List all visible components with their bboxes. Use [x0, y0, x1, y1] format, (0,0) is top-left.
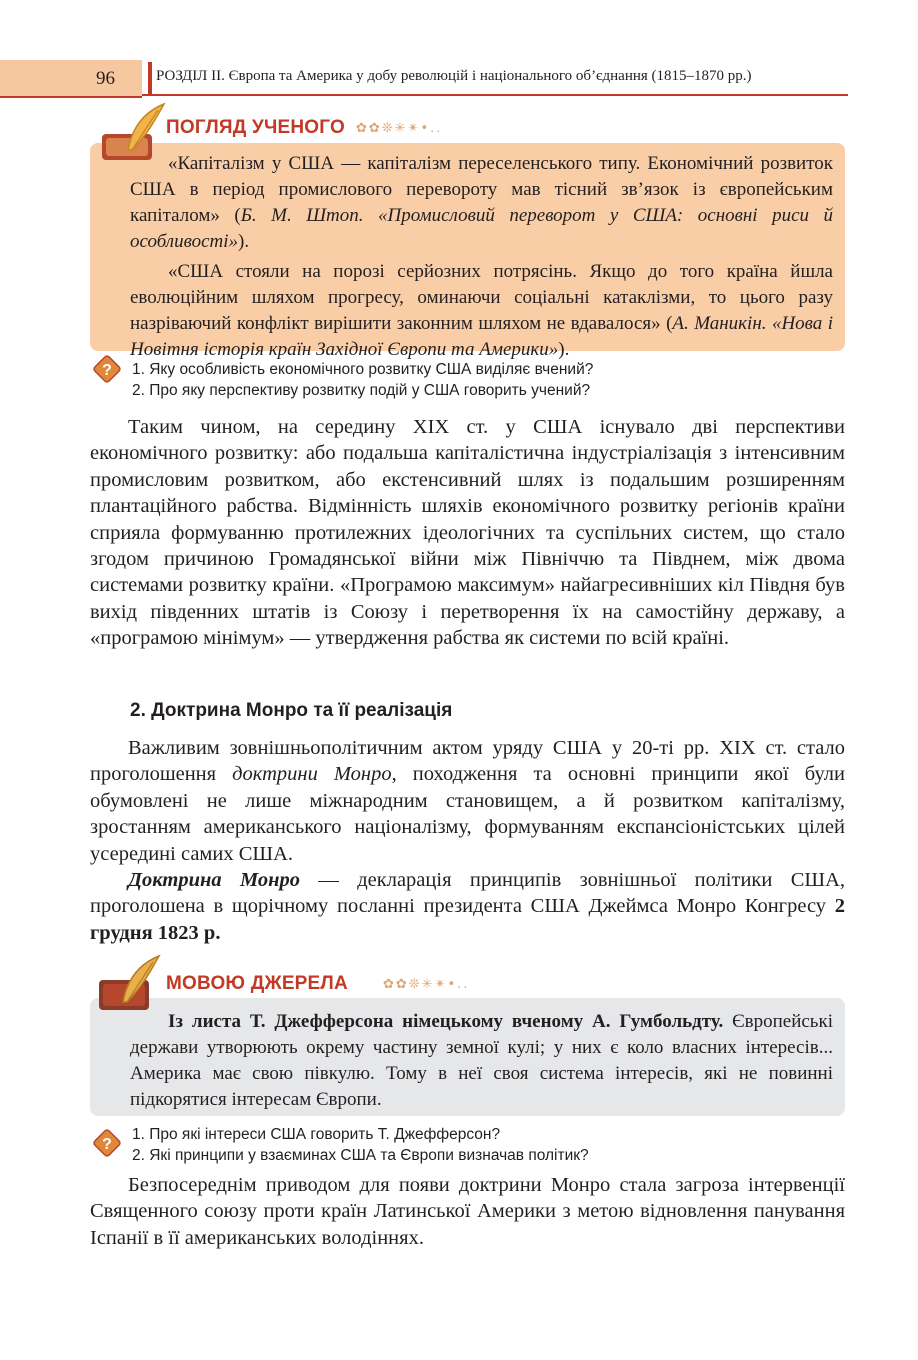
scholar-view-heading: ПОГЛЯД УЧЕНОГО: [166, 117, 345, 138]
heading-ornament: ✿✿❊✳✴•..: [356, 121, 443, 136]
quill-scroll-icon-2: [95, 950, 167, 1016]
paragraph-economic-perspectives: Таким чином, на середину XIX ст. у США існувало дві перспективи економічного розвитку: або подальша капіталістична індустріалізація з інтенсивним промисловим розвитком, або екстенсивний шлях із подальшим розширенням плантаційного рабства. Відмінність шляхів економічного розвитку регіонів країни сприяла формуванню протилежних ідеологічних та суспільних систем, що стало згодом причиною Громадянської війни між Північчю та Півднем, між двома системами розвитку країни. «Програмою максимум» найагресивніших кіл Півдня був вихід південних штатів із Союзу і перетворення їх на самостійну державу, а «програмою мінімум» — утвердження рабства як системи по всій країні.: [90, 416, 845, 650]
question-2: 2. Про яку перспективу розвитку подій у США говорить учений?: [132, 382, 591, 399]
source-quote: Із листа Т. Джефферсона німецькому вченому А. Гумбольдту. Європейські держави утворюють окрему частину земної кулі; у них є коло власних інтересів... Америка має свою півкулю. Тому в неї своя система інтересів, які не повинні підкорятися інтересам Європи.: [130, 1011, 833, 1110]
heading-ornament-2: ✿✿❊✳✴•..: [383, 977, 470, 992]
doctrine-date: 2 грудня 1823 р.: [90, 895, 845, 944]
question-3: 1. Про які інтереси США говорить Т. Джефферсон?: [132, 1126, 501, 1143]
quote-2-source: А. Маникін. «Нова і Новітня історія країн Західної Європи та Америки»: [130, 313, 833, 360]
paragraph-monroe-intro: Важливим зовнішньополітичним актом уряду США у 20-ті рр. XIX ст. стало проголошення доктрини Монро, походження та основні принципи якої були обумовлені не лише міжнародним становищем, а й розвитком капіталізму, зростанням американського націоналізму, формуванням експансіоністських цілей усередині самих США.: [90, 737, 845, 865]
question-1: 1. Яку особливість економічного розвитку США виділяє вчений?: [132, 361, 594, 378]
source-heading: МОВОЮ ДЖЕРЕЛА: [166, 973, 348, 994]
section-2-body: [90, 735, 845, 946]
header-rule: [142, 94, 848, 96]
header-divider: [148, 62, 152, 96]
paragraph-holy-alliance: Безпосереднім приводом для появи доктрини Монро стала загроза інтервенції Священного союзу проти країн Латинської Америки з метою відновлення панування Іспанії в її американських володіннях.: [90, 1174, 845, 1249]
question-mark-icon-2: [90, 1126, 124, 1160]
quote-1-source: Б. М. Штоп. «Промисловий переворот у США: основні риси й особливості»: [130, 205, 833, 252]
svg-text:?: ?: [102, 362, 112, 379]
definition-term: Доктрина Монро: [128, 869, 301, 892]
term-monroe-doctrine: доктрини Монро: [232, 763, 392, 786]
scholar-quotes: [130, 151, 833, 363]
scholar-quote-2: «США стояли на порозі серйозних потрясінь. Якщо до того країна йшла еволюційним шляхом прогресу, оминаючи соціальні катаклізми, то цього разу назріваючий конфлікт вирішити законним шляхом не вдавалося» (А. Маникін. «Нова і Новітня історія країн Західної Європи та Америки»).: [130, 261, 833, 360]
svg-text:?: ?: [102, 1136, 112, 1153]
source-lead: Із листа Т. Джефферсона німецькому вченому А. Гумбольдту.: [168, 1011, 724, 1032]
question-4: 2. Які принципи у взаєминах США та Європи визначав політик?: [132, 1147, 589, 1164]
section-heading: 2. Доктрина Монро та її реалізація: [130, 700, 453, 721]
paragraph-monroe-definition: Доктрина Монро — декларація принципів зовнішньої політики США, проголошена в щорічному посланні президента США Джеймса Монро Конгресу 2 грудня 1823 р.: [90, 869, 846, 944]
question-list-1: [132, 359, 593, 401]
running-title: РОЗДІЛ ІІ. Європа та Америка у добу революцій і національного об’єднання (1815–1870 рр.): [156, 68, 752, 84]
question-mark-icon: [90, 352, 124, 386]
page-number-tab: [0, 60, 142, 98]
scholar-quote-1: «Капіталізм у США — капіталізм переселенського типу. Економічний розвиток США в період промислового перевороту мав тісний зв’язок із європейським капіталом» (Б. М. Штоп. «Промисловий переворот у США: основні риси й особливості»).: [130, 153, 833, 252]
page-number: 96: [96, 68, 115, 89]
question-list-2: [132, 1124, 589, 1166]
